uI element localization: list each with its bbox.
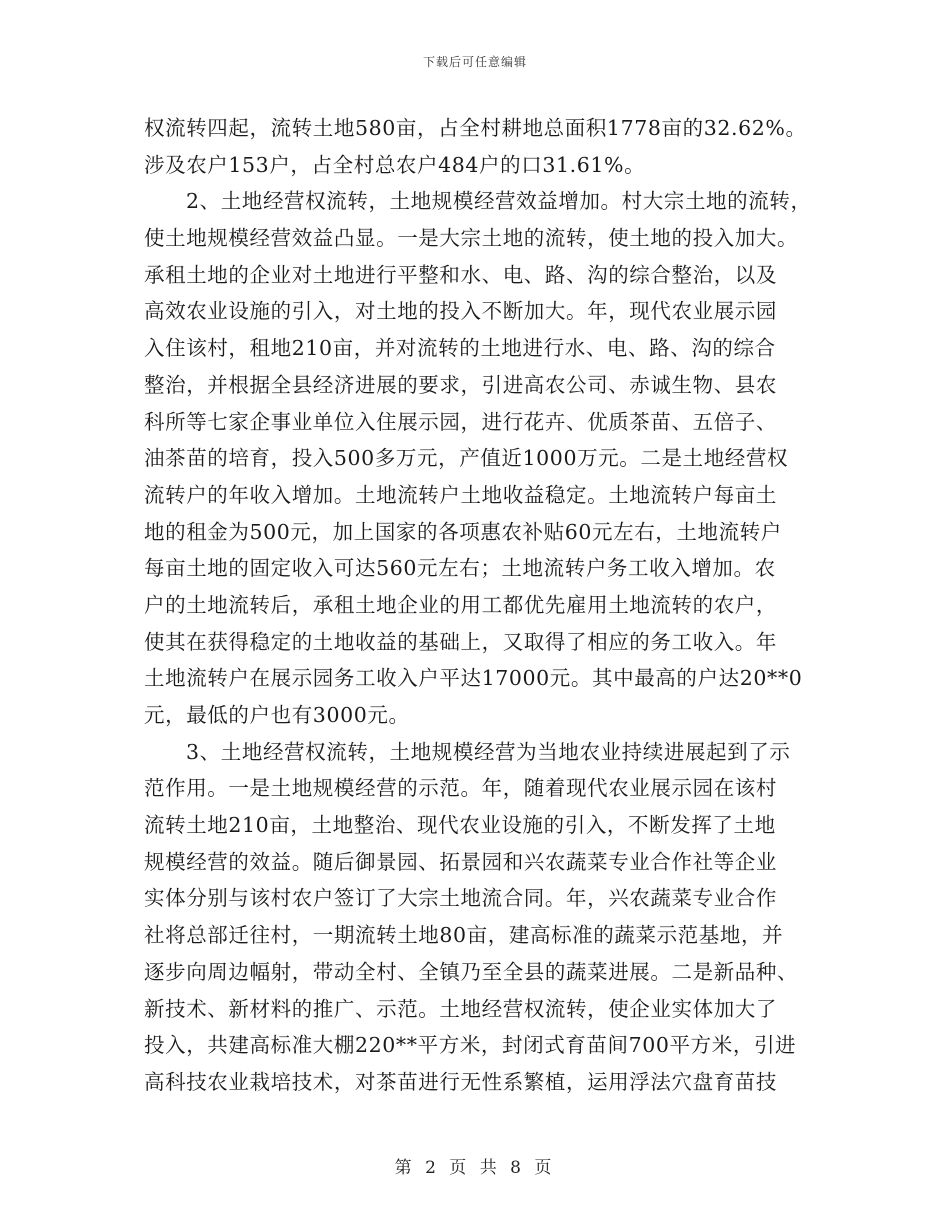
header-note: 下载后可任意编辑	[422, 55, 527, 69]
text-line: 流转土地210亩，土地整治、现代农业设施的引入，不断发挥了土地	[144, 813, 776, 838]
text-line: 科所等七家企事业单位入住展示园，进行花卉、优质茶苗、五倍子、	[144, 409, 777, 434]
text-line: 范作用。一是土地规模经营的示范。年，随着现代农业展示园在该村	[144, 776, 777, 801]
text-line: 承租土地的企业对土地进行平整和水、电、路、沟的综合整治，以及	[144, 262, 777, 287]
text-line: 社将总部迁往村，一期流转土地80亩，建高标准的蔬菜示范基地，并	[144, 923, 784, 948]
text-line: 高科技农业栽培技术，对茶苗进行无性系繁植，运用浮法穴盘育苗技	[144, 1069, 777, 1094]
text-line: 元，最低的户也有3000元。	[144, 703, 410, 727]
text-line: 投入，共建高标准大棚220**平方米，封闭式育苗间700平方米，引进	[144, 1033, 797, 1058]
text-line: 整治，并根据全县经济进展的要求，引进高农公司、赤诚生物、县农	[144, 372, 777, 397]
text-line: 入住该村，租地210亩，并对流转的土地进行水、电、路、沟的综合	[144, 336, 776, 361]
paragraph-start-line: 3、土地经营权流转，土地规模经营为当地农业持续进展起到了示	[186, 739, 791, 764]
text-line: 权流转四起，流转土地580亩，占全村耕地总面积1778亩的32.62%。	[144, 116, 807, 140]
text-line: 户的土地流转后，承租土地企业的用工都优先雇用土地流转的农户，	[144, 592, 777, 617]
text-line: 逐步向周边幅射，带动全村、全镇乃至全县的蔬菜进展。二是新品种、	[144, 959, 799, 984]
text-line: 油茶苗的培育，投入500多万元，产值近1000万元。二是土地经营权	[144, 446, 789, 471]
text-line: 地的租金为500元，加上国家的各项惠农补贴60元左右，土地流转户	[144, 519, 782, 544]
text-line: 涉及农户153户，占全村总农户484户的口31.61%。	[144, 152, 646, 177]
text-line: 使其在获得稳定的土地收益的基础上，又取得了相应的务工收入。年	[144, 629, 777, 654]
text-line: 每亩土地的固定收入可达560元左右；土地流转户务工收入增加。农	[144, 556, 776, 581]
text-line: 实体分别与该村农户签订了大宗土地流合同。年，兴农蔬菜专业合作	[144, 886, 777, 911]
paragraph-start-line: 2、土地经营权流转，土地规模经营效益增加。村大宗土地的流转，	[186, 189, 812, 214]
page-number-footer: 第 2 页 共 8 页	[394, 1158, 556, 1178]
text-line: 土地流转户在展示园务工收入户平达17000元。其中最高的户达20**0	[144, 666, 803, 691]
text-line: 高效农业设施的引入，对土地的投入不断加大。年，现代农业展示园	[144, 299, 777, 324]
text-line: 规模经营的效益。随后御景园、拓景园和兴农蔬菜专业合作社等企业	[144, 849, 777, 874]
text-line: 流转户的年收入增加。土地流转户土地收益稳定。土地流转户每亩土	[144, 482, 777, 507]
text-line: 新技术、新材料的推广、示范。土地经营权流转，使企业实体加大了	[144, 996, 777, 1021]
document-body	[144, 110, 810, 1101]
text-line: 使土地规模经营效益凸显。一是大宗土地的流转，使土地的投入加大。	[144, 226, 799, 251]
